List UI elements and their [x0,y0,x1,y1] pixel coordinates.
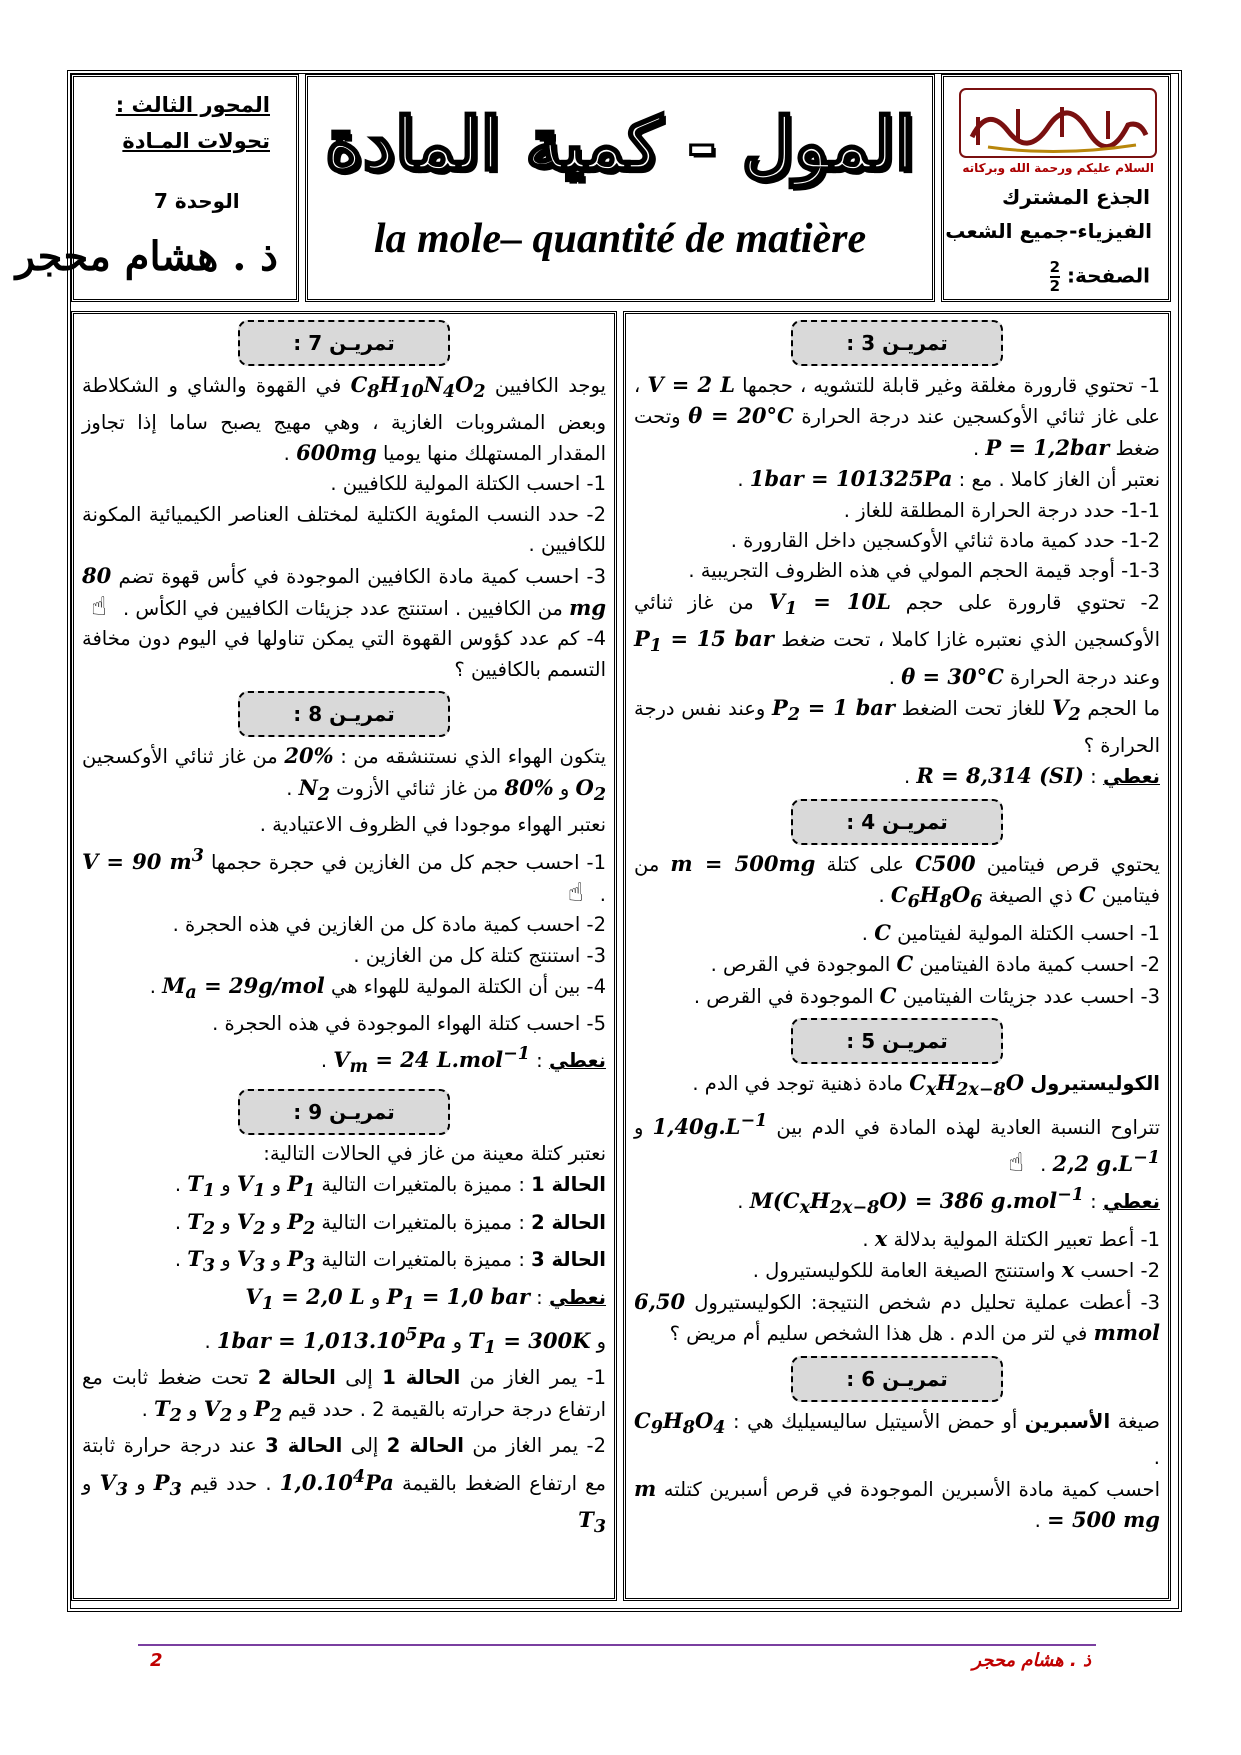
exercise-8-text: يتكون الهواء الذي نستنشقه من : 20% من غاز ثنائي الأوكسجين $O_2$ و 80% من غاز ثنائي الأزوت $N_2$ . نعتبر الهواء موجودا في الظروف الاعتيادية . 1- احسب حجم كل من الغازين في حجرة حجمها V = 90 $m^3$ . ☝ 2- احسب كمية مادة كل من الغازين في هذه الحجرة . 3- استنتج كتلة كل من الغازين . 4- بين أن الكتلة المولية للهواء هي $M_a = 29g/mol$ . 5- احسب كتلة الهواء الموجودة في هذه الحجرة . نعطي : $V_m = 24$ L.mol$^{-1}$ . [82,743,606,1078]
hand-pointer-icon: ☝ [567,878,584,909]
page-label: الصفحة: [1066,263,1150,288]
page-fraction-num: 2 [1049,258,1061,276]
basmala-calligraphy [958,87,1158,159]
hand-pointer-icon: ☝ [90,592,107,623]
footer-author: ذ . هشام محجر [972,1650,1091,1671]
header-title-box [305,74,935,302]
main-title: المول - كمية المادة [325,101,915,186]
level-label: الجذع المشترك [1001,185,1150,209]
hand-pointer-icon: ☝ [1008,1148,1024,1179]
axis-title: المحور الثالث : [115,93,270,117]
exercise-8-title: تمريـن 8 : [238,691,450,737]
header-right-box [941,74,1171,302]
exercise-6-text: صيغة الأسبرين أو حمض الأسيتيل ساليسيليك هي : $C_9H_8O_4$ . احسب كمية مادة الأسبرين الموجودة في قرص أسبرين كتلته m = 500 mg . [634,1407,1160,1533]
greeting-text: السلام عليكم ورحمة الله وبركاته [962,161,1154,175]
footer-page-number: 2 [150,1650,163,1671]
header-left-box [15,74,299,302]
exercise-3-title: تمريـن 3 : [791,320,1003,366]
exercise-5-text: الكوليستيرول $C_xH_{2x-8}O$ مادة ذهنية توجد في الدم . تتراوح النسبة العادية لهذه المادة في الدم بين $1,40g.L^{-1}$ و 2,2 $g.L^{-1}$ . ☝ نعطي : $M(C_xH_{2x-8}O) = 386$ g.mol$^{-1}$ . 1- أعط تعبير الكتلة المولية بدلالة x . 2- احسب x واستنتج الصيغة العامة للكوليستيرول . 3- أعطت عملية تحليل دم شخص النتيجة: الكوليستيرول 6,50 mmol في لتر من الدم . هل هذا الشخص سليم أم مريض ؟ [634,1070,1160,1346]
footer-divider [138,1644,1096,1646]
exercise-5-title: تمريـن 5 : [791,1018,1003,1064]
page-indicator [1042,259,1150,295]
worksheet-page [15,70,1178,1608]
teacher-name: ذ . هشام محجر [15,233,278,280]
header [15,74,1171,307]
exercise-9-title: تمريـن 9 : [238,1089,450,1135]
exercise-7-text: يوجد الكافيين $C_8H_{10}N_4O_2$ في القهوة والشاي و الشكلاطة وبعض المشروبات الغازية ، وهي مهيج يصبح ساما إذا تجاوز المقدار المستهلك منها يوميا 600mg . 1- احسب الكتلة المولية للكافيين . 2- حدد النسب المئوية الكتلية لمختلف العناصر الكيميائية المكونة للكافيين . 3- احسب كمية مادة الكافيين الموجودة في كأس قهوة تضم 80 mg من الكافيين . استنتج عدد جزيئات الكافيين في الكأس . ☝ 4- كم عدد كؤوس القهوة التي يمكن تناولها في اليوم دون مخافة التسمم بالكافيين ؟ [82,372,606,681]
stream-label: الفيزياء-جميع الشعب [945,219,1152,243]
exercise-4-title: تمريـن 4 : [791,799,1003,845]
page-fraction [1050,259,1060,295]
exercise-4-text: يحتوي قرص فيتامين C500 على كتلة m = 500mg من فيتامين C ذي الصيغة $C_6H_8O_6$ . 1- احسب الكتلة المولية لفيتامين C . 2- احسب كمية مادة الفيتامين C الموجودة في القرص . 3- احسب عدد جزيئات الفيتامين C الموجودة في القرص . [634,850,1160,1008]
page-fraction-den: 2 [1049,277,1061,295]
axis-name: تحولات المـادة [122,129,270,153]
left-column [71,311,617,1601]
exercise-9-text: نعتبر كتلة معينة من غاز في الحالات التالية: الحالة 1 : مميزة بالمتغيرات التالية $P_1$ و $V_1$ و $T_1$ . الحالة 2 : مميزة بالمتغيرات التالية $P_2$ و $V_2$ و $T_2$ . الحالة 3 : مميزة بالمتغيرات التالية $P_3$ و $V_3$ و $T_3$ . نعطي : $P_1 = 1,0$ bar و $V_1 = 2,0$ L و $T_1 = 300K$ و $1bar = 1,013.10^5Pa$ . 1- يمر الغاز من الحالة 1 إلى الحالة 2 تحت ضغط ثابت مع ارتفاع درجة حرارته بالقيمة 2 . حدد قيم $P_2$ و $V_2$ و $T_2$ . 2- يمر الغاز من الحالة 2 إلى الحالة 3 عند درجة حرارة ثابتة مع ارتفاع الضغط بالقيمة 1,0.10$^4$Pa . حدد قيم $P_3$ و $V_3$ و $T_3$ [82,1141,607,1538]
exercise-3-text: 1- تحتوي قارورة مغلقة وغير قابلة للتشويه ، حجمها V = 2 L ، على غاز ثنائي الأوكسجين عند درجة الحرارة θ = 20°C وتحت ضغط P = 1,2bar . نعتبر أن الغاز كاملا . مع : 1bar = 101325Pa . 1-1- حدد درجة الحرارة المطلقة للغاز . 1-2- حدد كمية مادة ثنائي الأوكسجين داخل القارورة . 1-3- أوجد قيمة الحجم المولي في هذه الظروف التجريبية . 2- تحتوي قارورة على حجم $V_1 = 10L$ من غاز ثنائي الأوكسجين الذي نعتبره غازا كاملا ، تحت ضغط $P_1 = 15$ bar وعند درجة الحرارة θ = 30°C . ما الحجم $V_2$ للغاز تحت الضغط $P_2 = 1$ bar وعند نفس درجة الحرارة ؟ نعطي : R = 8,314 (SI) . [634,372,1161,789]
unit-label: الوحدة 7 [154,189,240,213]
right-column [623,311,1171,1601]
exercise-7-title: تمريـن 7 : [238,320,450,366]
french-title: la mole– quantité de matière [373,216,867,262]
exercise-6-title: تمريـن 6 : [791,1356,1003,1402]
